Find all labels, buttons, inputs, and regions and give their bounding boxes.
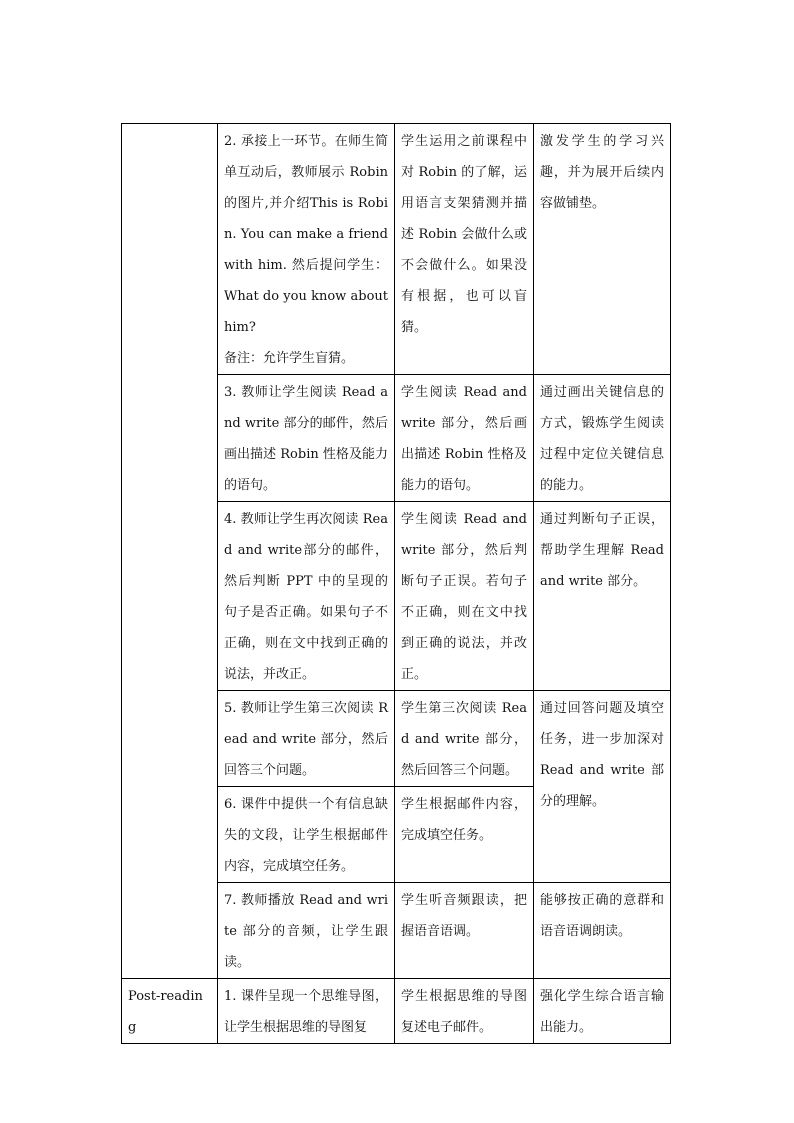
purpose-cell: 通过画出关键信息的方式，锻炼学生阅读过程中定位关键信息的能力。 [534, 375, 671, 502]
student-activity-cell: 学生阅读 Read and write 部分，然后画出描述 Robin 性格及能力的语句。 [395, 375, 534, 502]
student-activity-cell: 学生第三次阅读 Read and write 部分，然后回答三个问题。 [395, 691, 534, 787]
purpose-cell: 通过判断句子正误，帮助学生理解 Read and write 部分。 [534, 502, 671, 691]
teacher-activity-cell: 7. 教师播放 Read and write 部分的音频，让学生跟读。 [218, 883, 395, 979]
stage-cell-post-reading: Post-reading [122, 979, 218, 1044]
teacher-activity-cell: 2. 承接上一环节。在师生简单互动后，教师展示 Robin 的图片,并介绍This is Robin. You can make a friend with him. 然后提问学生：What do you know about him? 备注：允许学生盲猜。 [218, 124, 395, 375]
purpose-cell: 通过回答问题及填空任务，进一步加深对 Read and write 部分的理解。 [534, 691, 671, 883]
stage-cell-while-reading [122, 124, 218, 979]
table-row [122, 124, 671, 375]
teacher-activity-cell: 1. 课件呈现一个思维导图，让学生根据思维的导图复 [218, 979, 395, 1044]
student-activity-cell: 学生运用之前课程中对 Robin 的了解，运用语言支架猜测并描述 Robin 会做什么或不会做什么。如果没有根据，也可以盲猜。 [395, 124, 534, 375]
student-activity-cell: 学生阅读 Read and write 部分，然后判断句子正误。若句子不正确，则在文中找到正确的说法，并改正。 [395, 502, 534, 691]
table-row [122, 979, 671, 1044]
teacher-activity-cell: 5. 教师让学生第三次阅读 Read and write 部分，然后回答三个问题。 [218, 691, 395, 787]
purpose-cell: 能够按正确的意群和语音语调朗读。 [534, 883, 671, 979]
purpose-cell: 强化学生综合语言输出能力。 [534, 979, 671, 1044]
student-activity-cell: 学生根据邮件内容，完成填空任务。 [395, 787, 534, 883]
teacher-activity-cell: 4. 教师让学生再次阅读 Read and write部分的邮件，然后判断 PPT 中的呈现的句子是否正确。如果句子不正确，则在文中找到正确的说法，并改正。 [218, 502, 395, 691]
student-activity-cell: 学生听音频跟读，把握语音语调。 [395, 883, 534, 979]
teacher-activity-cell: 6. 课件中提供一个有信息缺失的文段，让学生根据邮件内容，完成填空任务。 [218, 787, 395, 883]
teacher-activity-cell: 3. 教师让学生阅读 Read and write 部分的邮件，然后画出描述 Robin 性格及能力的语句。 [218, 375, 395, 502]
purpose-cell: 激发学生的学习兴趣，并为展开后续内容做铺垫。 [534, 124, 671, 375]
lesson-plan-table [121, 123, 671, 1044]
student-activity-cell: 学生根据思维的导图复述电子邮件。 [395, 979, 534, 1044]
